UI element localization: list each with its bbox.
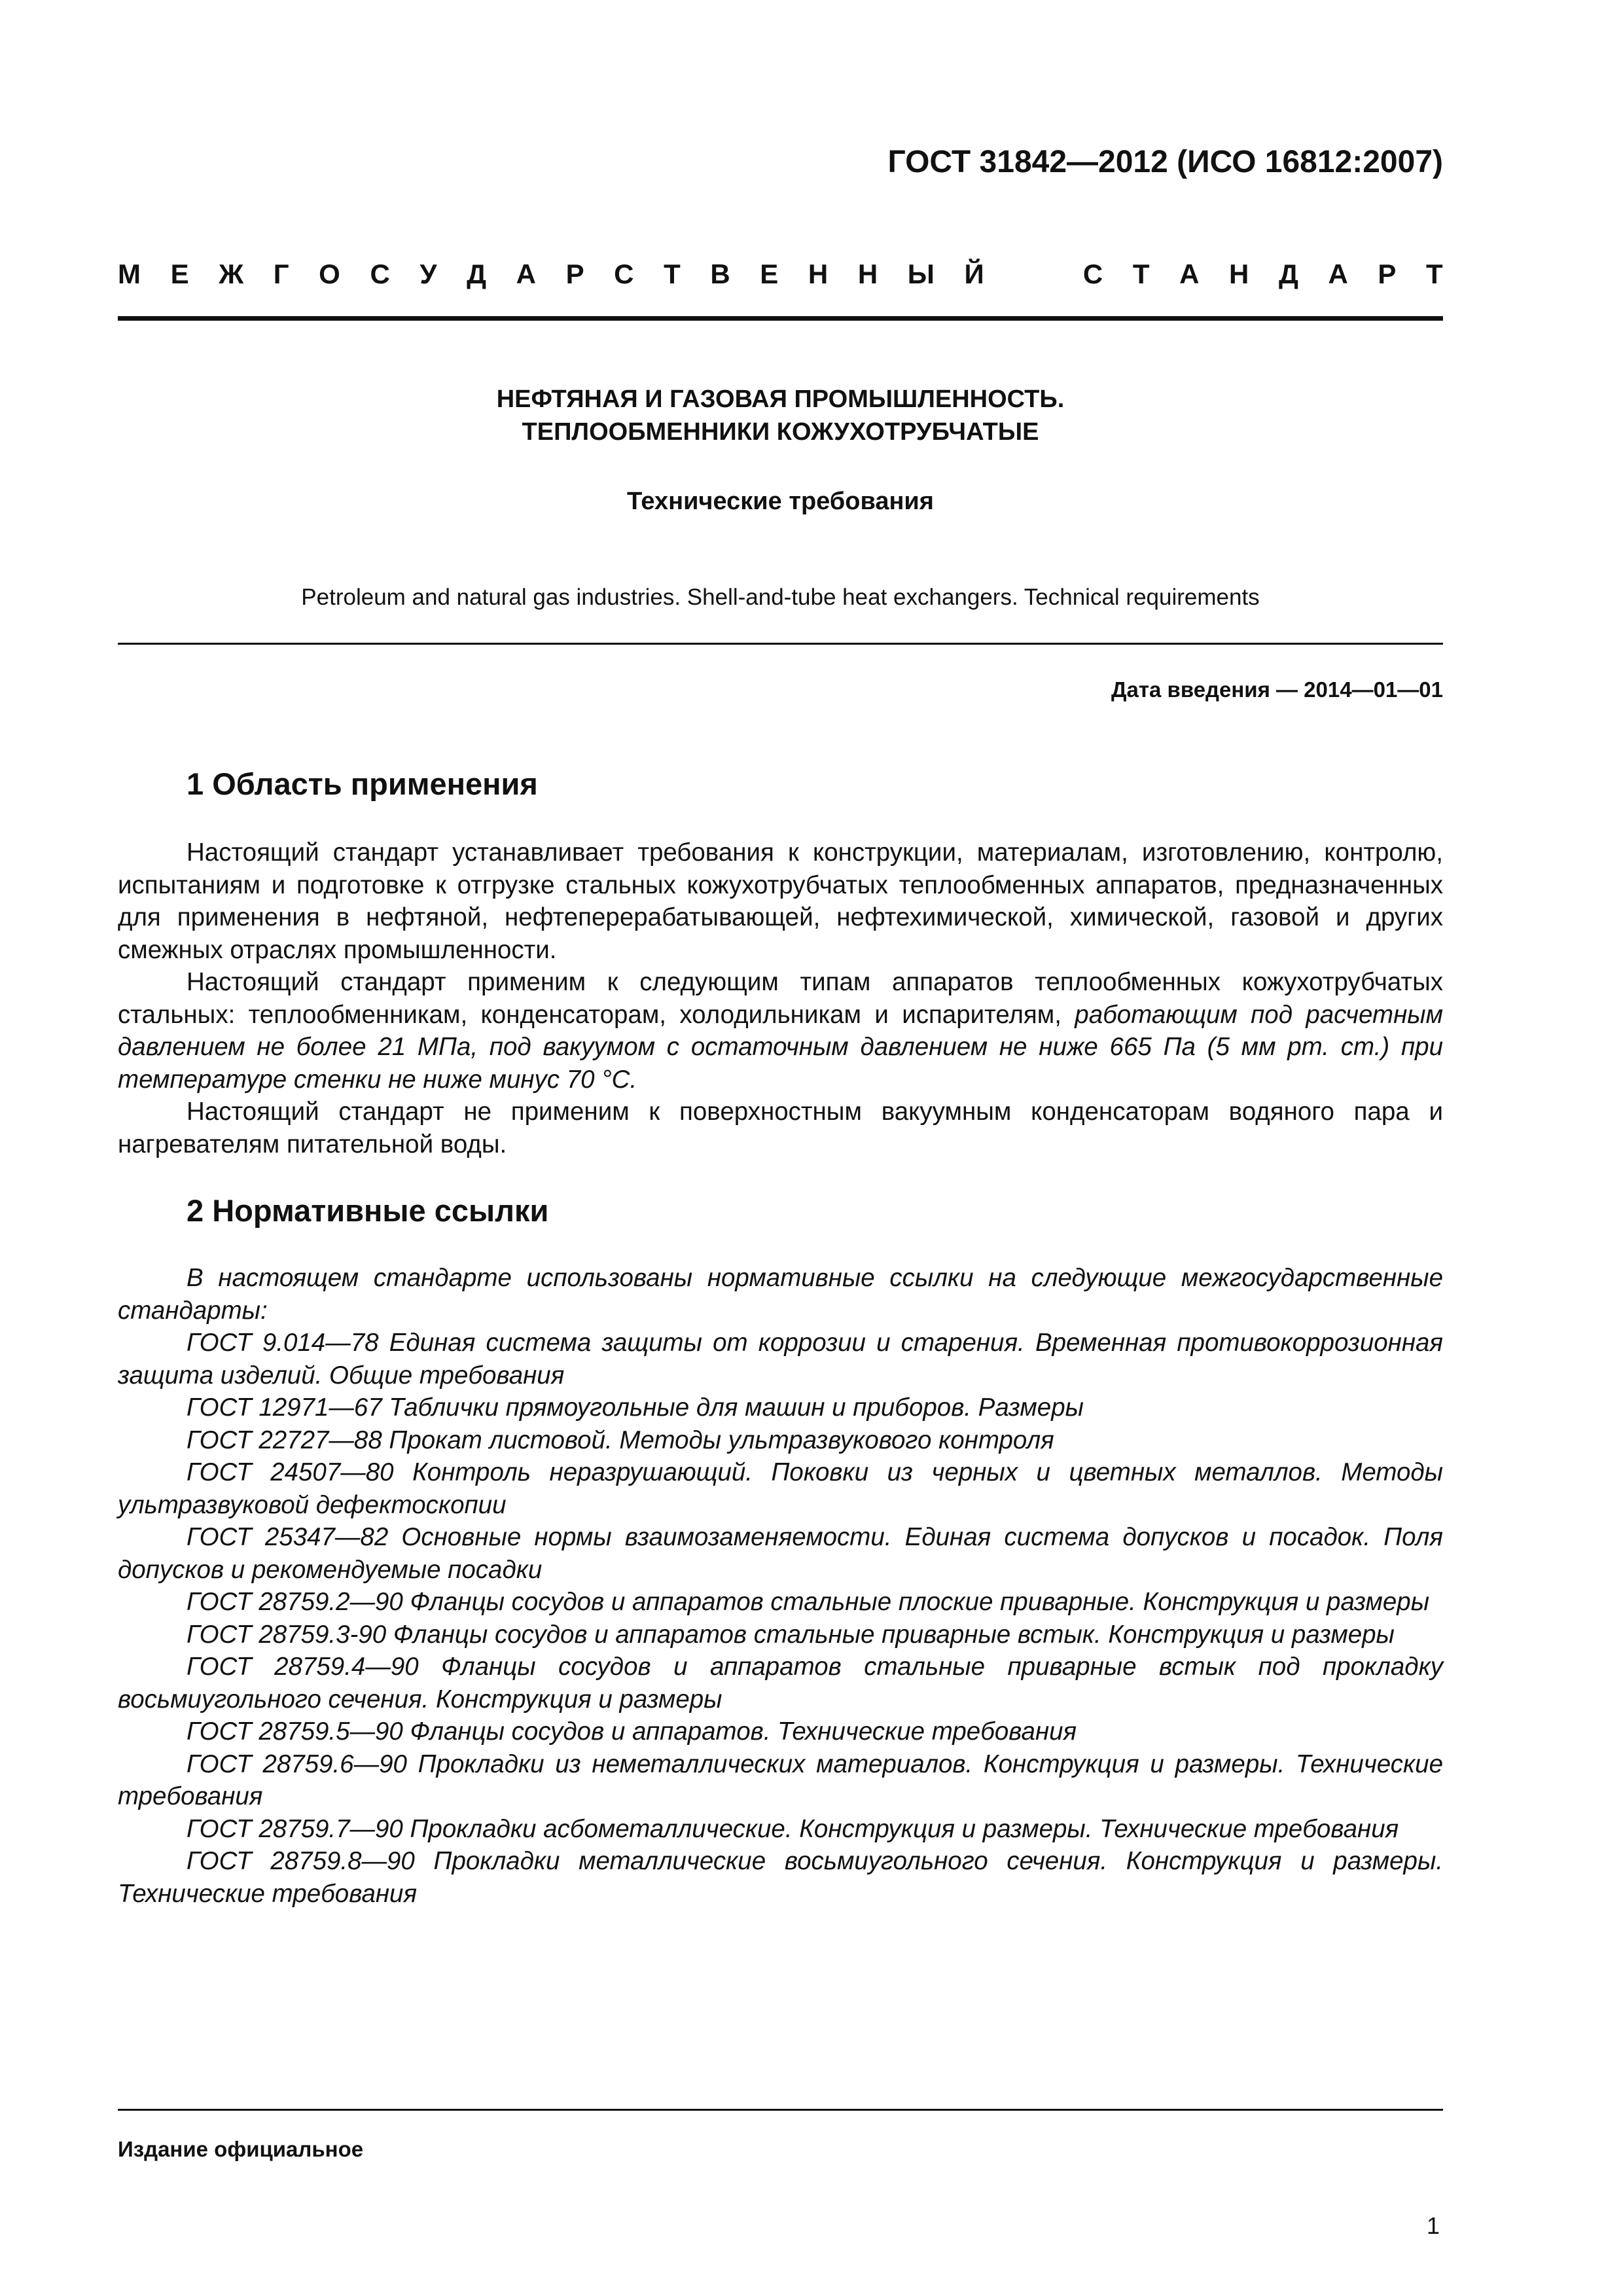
banner-letter: Д xyxy=(467,259,487,289)
banner-letter: Е xyxy=(760,259,779,289)
banner-letter: В xyxy=(710,259,730,289)
banner-letter: С xyxy=(1082,259,1103,289)
banner-letter: Г xyxy=(273,259,289,289)
standard-code: ГОСТ 31842—2012 (ИСО 16812:2007) xyxy=(887,145,1443,179)
banner-letter: О xyxy=(319,259,340,289)
banner-letter: Д xyxy=(1278,259,1298,289)
scope-text xyxy=(118,836,1443,1160)
references-intro: В настоящем стандарте использованы нормативные ссылки на следующие межгосударственные стандарты: xyxy=(118,1264,1443,1325)
reference-item: ГОСТ 28759.5—90 Фланцы сосудов и аппаратов. Технические требования xyxy=(187,1717,1077,1746)
reference-item: ГОСТ 28759.4—90 Фланцы сосудов и аппаратов стальные приварные встык под прокладку восьмиугольного сечения. Конструкция и размеры xyxy=(118,1653,1443,1713)
reference-item: ГОСТ 24507—80 Контроль неразрушающий. Поковки из черных и цветных металлов. Методы ультразвуковой дефектоскопии xyxy=(118,1458,1443,1519)
title-divider xyxy=(118,643,1443,645)
paragraph-text: Настоящий стандарт применим к следующим типам аппаратов теплообменных кожухотрубчатых стальных: теплообменникам, конденсаторам, холодильникам и испарителям, xyxy=(118,968,1443,1029)
references-list xyxy=(118,1262,1443,1910)
banner-letter: Й xyxy=(964,259,984,289)
banner-interstate-standard xyxy=(118,259,1443,290)
banner-letter: Т xyxy=(1426,259,1443,289)
page-number: 1 xyxy=(1426,2212,1440,2239)
banner-letter: С xyxy=(370,259,390,289)
banner-letter: А xyxy=(1328,259,1348,289)
reference-item: ГОСТ 28759.8—90 Прокладки металлические восьмиугольного сечения. Конструкция и размеры. Технические требования xyxy=(118,1847,1443,1908)
document-subtitle: Технические требования xyxy=(627,488,934,515)
reference-item: ГОСТ 9.014—78 Единая система защиты от коррозии и старения. Временная противокоррозионная защита изделий. Общие требования xyxy=(118,1329,1443,1390)
paragraph: Настоящий стандарт устанавливает требования к конструкции, материалам, изготовлению, контролю, испытаниям и подготовке к отгрузке стальных кожухотрубчатых теплообменных аппаратов, предназначенных для применения в нефтяной, нефтеперерабатывающей, нефтехимической, химической, газовой и других смежных отраслях промышленности. xyxy=(118,838,1443,964)
banner-letter: А xyxy=(516,259,536,289)
english-title: Petroleum and natural gas industries. Shell-and-tube heat exchangers. Technical requirements xyxy=(301,584,1260,610)
title-line: НЕФТЯНАЯ И ГАЗОВАЯ ПРОМЫШЛЕННОСТЬ. xyxy=(496,386,1065,413)
banner-letter: Р xyxy=(565,259,584,289)
banner-letter: Т xyxy=(1132,259,1150,289)
official-edition-label: Издание официальное xyxy=(118,2137,364,2161)
section-heading-references: 2 Нормативные ссылки xyxy=(187,1193,549,1228)
banner-letter: М xyxy=(118,259,141,289)
banner-word-gap xyxy=(1014,259,1053,290)
reference-item: ГОСТ 28759.3-90 Фланцы сосудов и аппаратов стальные приварные встык. Конструкция и размеры xyxy=(187,1620,1395,1649)
banner-letter: Ы xyxy=(907,259,935,289)
banner-letter: Н xyxy=(808,259,829,289)
reference-item: ГОСТ 28759.7—90 Прокладки асбометаллические. Конструкция и размеры. Технические требования xyxy=(187,1814,1399,1843)
header-divider xyxy=(118,316,1443,321)
section-heading-scope: 1 Область применения xyxy=(187,766,538,801)
banner-letter: С xyxy=(614,259,634,289)
footer-divider xyxy=(118,2109,1443,2111)
title-line: ТЕПЛООБМЕННИКИ КОЖУХОТРУБЧАТЫЕ xyxy=(522,418,1039,446)
banner-letter: А xyxy=(1179,259,1200,289)
banner-letter: У xyxy=(419,259,437,289)
paragraph-italic-text: работающим под расчетным давлением не более 21 МПа, под вакуумом с остаточным давлением не ниже 665 Па (5 мм рт. ст.) при температуре стенки не ниже минус 70 °С. xyxy=(118,1000,1443,1094)
banner-letter: Ж xyxy=(219,259,244,289)
reference-item: ГОСТ 25347—82 Основные нормы взаимозаменяемости. Единая система допусков и посадок. Поля допусков и рекомендуемые посадки xyxy=(118,1523,1443,1584)
banner-letter: Р xyxy=(1378,259,1397,289)
reference-item: ГОСТ 28759.2—90 Фланцы сосудов и аппаратов стальные плоские приварные. Конструкция и размеры xyxy=(187,1588,1430,1616)
reference-item: ГОСТ 28759.6—90 Прокладки из неметаллических материалов. Конструкция и размеры. Технические требования xyxy=(118,1749,1443,1810)
banner-letter: Е xyxy=(170,259,189,289)
banner-letter: Н xyxy=(857,259,878,289)
reference-item: ГОСТ 22727—88 Прокат листовой. Методы ультразвукового контроля xyxy=(187,1426,1054,1454)
reference-item: ГОСТ 12971—67 Таблички прямоугольные для машин и приборов. Размеры xyxy=(187,1393,1084,1422)
banner-letter: Н xyxy=(1229,259,1249,289)
introduction-date: Дата введения — 2014—01—01 xyxy=(1111,677,1443,702)
paragraph: Настоящий стандарт не применим к поверхностным вакуумным конденсаторам водяного пара и нагревателям питательной воды. xyxy=(118,1098,1443,1158)
paragraph xyxy=(118,966,1443,1096)
document-title xyxy=(118,383,1443,448)
banner-letter: Т xyxy=(664,259,681,289)
